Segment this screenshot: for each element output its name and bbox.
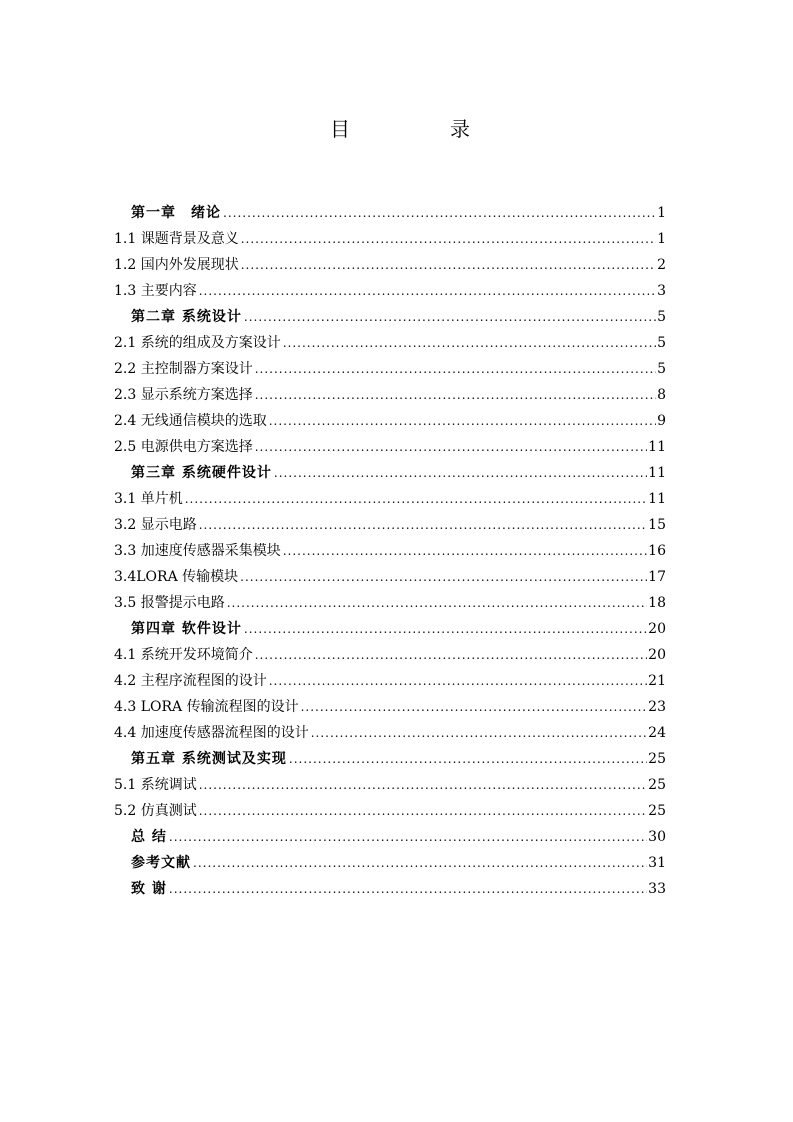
- toc-entry-label: 2.5 电源供电方案选择: [114, 439, 253, 455]
- toc-section-entry[interactable]: [114, 356, 666, 382]
- toc-dot-leader: [283, 330, 656, 356]
- toc-entry-label: 1.3 主要内容: [114, 283, 197, 299]
- toc-section-entry[interactable]: [114, 720, 666, 746]
- toc-entry-label: 2.2 主控制器方案设计: [114, 361, 253, 377]
- toc-page-number: 23: [648, 699, 666, 715]
- toc-page-number: 18: [648, 595, 666, 611]
- toc-section-entry[interactable]: [114, 642, 666, 668]
- toc-page-number: 20: [648, 621, 666, 637]
- toc-section-entry[interactable]: [114, 590, 666, 616]
- toc-page-number: 33: [648, 881, 666, 897]
- toc-entry-label: 4.2 主程序流程图的设计: [114, 673, 267, 689]
- toc-entry-label: 致 谢: [131, 881, 167, 897]
- toc-dot-leader: [185, 486, 647, 512]
- toc-dot-leader: [274, 460, 647, 486]
- toc-page-number: 5: [657, 309, 666, 325]
- toc-page-number: 5: [657, 361, 666, 377]
- toc-chapter-entry[interactable]: [114, 850, 666, 876]
- toc-dot-leader: [169, 824, 647, 850]
- toc-page-number: 5: [657, 335, 666, 351]
- toc-entry-label: 第五章 系统测试及实现: [131, 751, 287, 767]
- toc-entry-label: 2.3 显示系统方案选择: [114, 387, 253, 403]
- toc-dot-leader: [223, 200, 656, 226]
- toc-page-number: 1: [657, 205, 666, 221]
- toc-page-number: 20: [648, 647, 666, 663]
- toc-chapter-entry[interactable]: [114, 200, 666, 226]
- toc-section-entry[interactable]: [114, 668, 666, 694]
- toc-entry-label: 4.3 LORA 传输流程图的设计: [114, 699, 299, 715]
- toc-entry-label: 3.4LORA 传输模块: [114, 569, 239, 585]
- toc-entry-label: 3.3 加速度传感器采集模块: [114, 543, 281, 559]
- toc-section-entry[interactable]: [114, 278, 666, 304]
- toc-entry-label: 3.2 显示电路: [114, 517, 197, 533]
- toc-dot-leader: [193, 850, 647, 876]
- toc-chapter-entry[interactable]: [114, 616, 666, 642]
- toc-page-number: 25: [648, 751, 666, 767]
- toc-section-entry[interactable]: [114, 538, 666, 564]
- toc-entry-label: 1.1 课题背景及意义: [114, 231, 239, 247]
- toc-dot-leader: [199, 278, 656, 304]
- toc-section-entry[interactable]: [114, 408, 666, 434]
- page-title: 目 录: [330, 117, 510, 141]
- toc-dot-leader: [199, 512, 647, 538]
- toc-page-number: 31: [648, 855, 666, 871]
- toc-dot-leader: [244, 616, 647, 642]
- toc-dot-leader: [169, 876, 647, 902]
- toc-dot-leader: [255, 356, 656, 382]
- toc-entry-label: 1.2 国内外发展现状: [114, 257, 239, 273]
- toc-dot-leader: [311, 720, 647, 746]
- toc-section-entry[interactable]: [114, 226, 666, 252]
- toc-chapter-entry[interactable]: [114, 746, 666, 772]
- toc-chapter-entry[interactable]: [114, 876, 666, 902]
- table-of-contents: [114, 200, 666, 902]
- toc-section-entry[interactable]: [114, 694, 666, 720]
- toc-entry-label: 第三章 系统硬件设计: [131, 465, 272, 481]
- toc-dot-leader: [255, 382, 656, 408]
- toc-section-entry[interactable]: [114, 798, 666, 824]
- toc-page-number: 11: [648, 439, 666, 455]
- toc-section-entry[interactable]: [114, 382, 666, 408]
- toc-entry-label: 4.1 系统开发环境简介: [114, 647, 253, 663]
- toc-section-entry[interactable]: [114, 772, 666, 798]
- toc-page-number: 9: [657, 413, 666, 429]
- toc-entry-label: 第一章 绪论: [131, 205, 221, 221]
- toc-page-number: 17: [648, 569, 666, 585]
- toc-page-number: 1: [657, 231, 666, 247]
- toc-dot-leader: [269, 408, 656, 434]
- toc-entry-label: 5.2 仿真测试: [114, 803, 197, 819]
- toc-section-entry[interactable]: [114, 330, 666, 356]
- toc-entry-label: 5.1 系统调试: [114, 777, 197, 793]
- toc-entry-label: 3.5 报警提示电路: [114, 595, 225, 611]
- toc-dot-leader: [241, 226, 656, 252]
- toc-dot-leader: [199, 798, 647, 824]
- toc-section-entry[interactable]: [114, 252, 666, 278]
- toc-page-number: 16: [648, 543, 666, 559]
- toc-dot-leader: [289, 746, 647, 772]
- toc-entry-label: 4.4 加速度传感器流程图的设计: [114, 725, 309, 741]
- toc-chapter-entry[interactable]: [114, 824, 666, 850]
- toc-page-number: 25: [648, 777, 666, 793]
- toc-chapter-entry[interactable]: [114, 460, 666, 486]
- toc-page-number: 24: [648, 725, 666, 741]
- toc-dot-leader: [283, 538, 647, 564]
- toc-page-number: 11: [648, 491, 666, 507]
- toc-dot-leader: [255, 642, 647, 668]
- toc-dot-leader: [244, 304, 656, 330]
- toc-entry-label: 2.1 系统的组成及方案设计: [114, 335, 281, 351]
- toc-section-entry[interactable]: [114, 512, 666, 538]
- toc-chapter-entry[interactable]: [114, 304, 666, 330]
- toc-dot-leader: [301, 694, 648, 720]
- toc-entry-label: 2.4 无线通信模块的选取: [114, 413, 267, 429]
- toc-entry-label: 参考文献: [131, 855, 191, 871]
- toc-entry-label: 第二章 系统设计: [131, 309, 242, 325]
- toc-page-number: 11: [648, 465, 666, 481]
- toc-page-number: 8: [657, 387, 666, 403]
- toc-page-number: 21: [648, 673, 666, 689]
- toc-dot-leader: [255, 434, 647, 460]
- toc-dot-leader: [241, 252, 656, 278]
- toc-dot-leader: [240, 564, 647, 590]
- toc-entry-label: 3.1 单片机: [114, 491, 183, 507]
- toc-section-entry[interactable]: [114, 564, 666, 590]
- toc-page-number: 30: [648, 829, 666, 845]
- toc-dot-leader: [199, 772, 647, 798]
- toc-dot-leader: [227, 590, 647, 616]
- toc-page-number: 3: [657, 283, 666, 299]
- toc-entry-label: 总 结: [131, 829, 167, 845]
- toc-page-number: 15: [648, 517, 666, 533]
- toc-dot-leader: [269, 668, 647, 694]
- toc-page-number: 25: [648, 803, 666, 819]
- toc-section-entry[interactable]: [114, 486, 666, 512]
- toc-page-number: 2: [657, 257, 666, 273]
- toc-entry-label: 第四章 软件设计: [131, 621, 242, 637]
- toc-section-entry[interactable]: [114, 434, 666, 460]
